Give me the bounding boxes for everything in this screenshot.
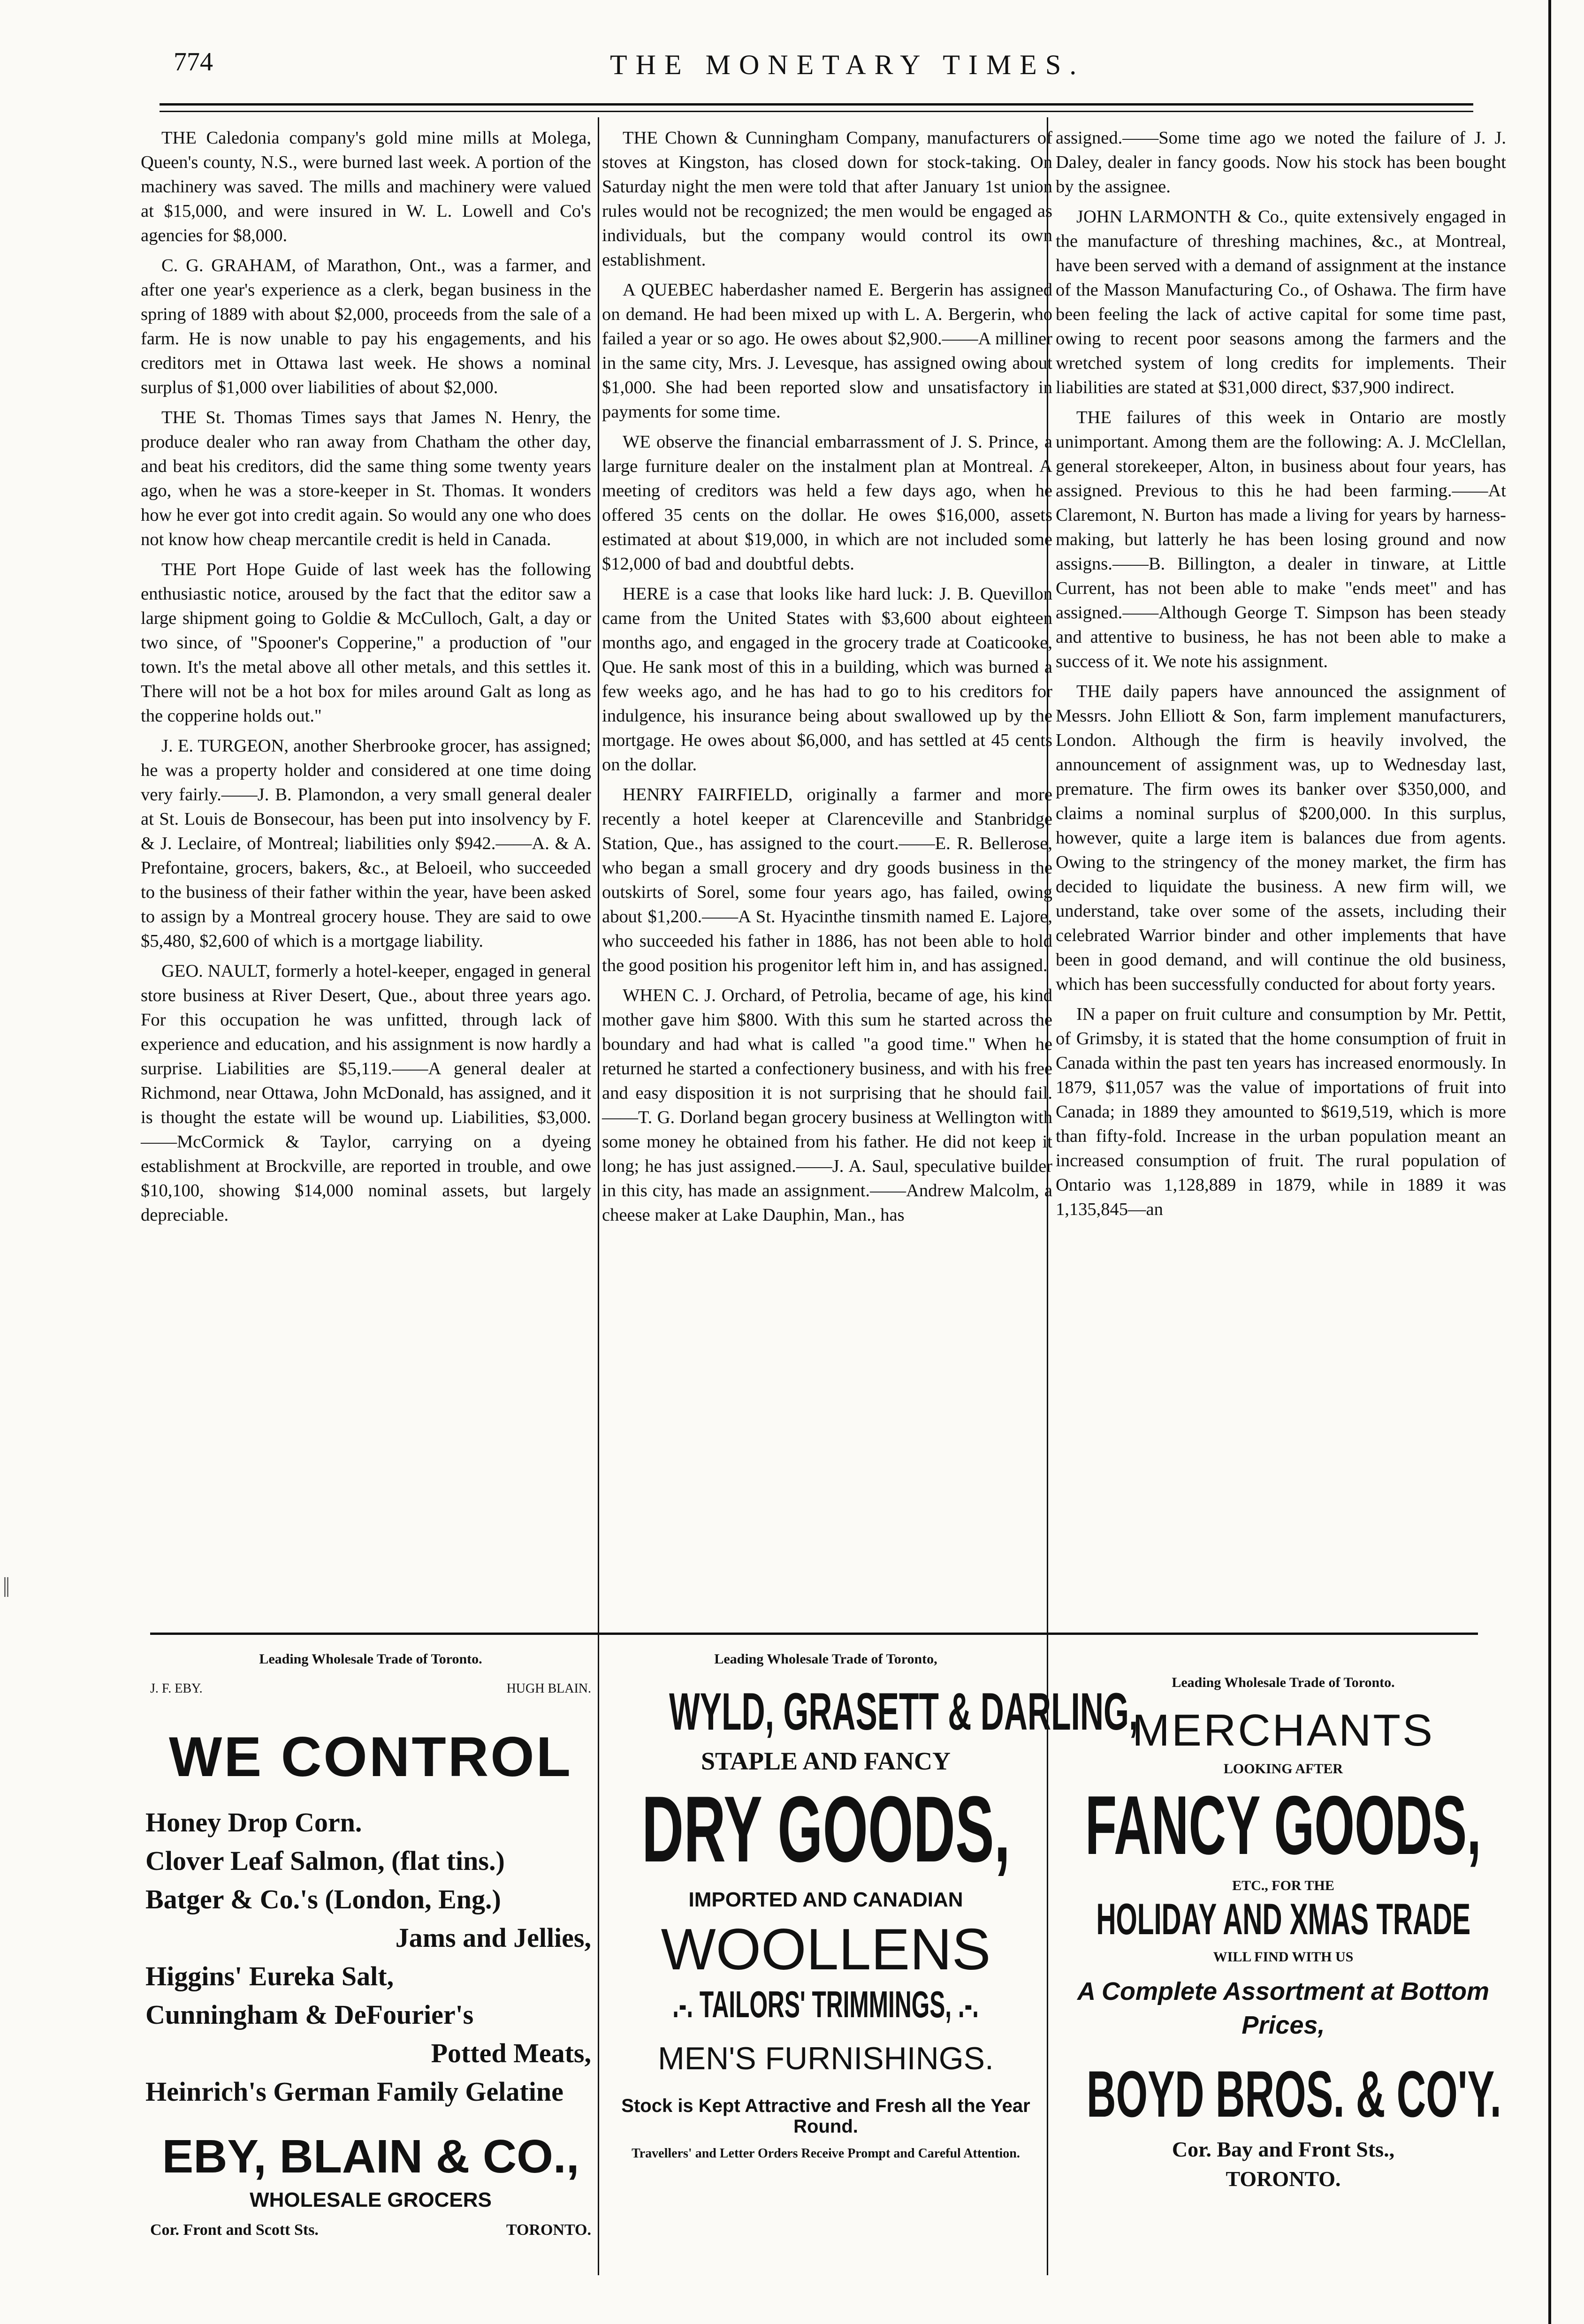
article-failures: THE failures of this week in Ontario are mostly unimportant. Among them are the following: A. J. McClellan, general storekeeper, Alton, in business about four years, has assigned. Previous to this he had been farming.——At Claremont, N. Burton has made a living for years by harness-making, but latterly he has been losing ground and now assigns.——B. Billington, a dealer in tinware, at Little Current, has not been able to make "ends meet" and has assigned.——Although George T. Simpson has been steady and attentive to business, he has not been able to make a success of it. We note his assignment. [1056,408,1506,671]
ad-item: Higgins' Eureka Salt, [145,1961,394,1991]
ad-address: Cor. Bay and Front Sts., [1172,2137,1395,2161]
ad-item-list [141,1803,601,2111]
ad-separator-rule [150,1633,1478,1635]
ad-item: Potted Meats, [431,2038,591,2068]
masthead: THE MONETARY TIMES. [610,49,1085,80]
article-prince: WE observe the financial embarrassment of J. S. Prince, a large furniture dealer on the instalment plan at Montreal. A meeting of creditors was held a few days ago, when he offered 35 cents on the dollar. He owes $16,000, assets estimated at about $19,000, in which are not included some $12,000 of bad and doubtful debts. [602,432,1052,574]
ad-partners [141,1681,601,1696]
partner-left: J. F. EBY. [150,1681,203,1696]
article-st-thomas: THE St. Thomas Times says that James N. Henry, the produce dealer who ran away from Chatham the other day, and beat his creditors, did the same thing some twenty years ago, when he was a store-keeper in St. Thomas. It wonders how he ever got into credit again. So would any one who does not know how cheap mercantile credit is held in Canada. [141,408,591,549]
partner-right: HUGH BLAIN. [506,1681,591,1696]
ad-headline: WE CONTROL [169,1725,572,1788]
article-port-hope: THE Port Hope Guide of last week has the following enthusiastic notice, aroused by the fact that the editor saw a large shipment going to Goldie & McCulloch, Galt, a day or two since, of "Spooner's Copperine," a production of "our town. It's the metal above all other metals, and this settles it. There will not be a hot box for miles around Galt as long as the copperine holds out." [141,560,591,726]
ad-line-large: WOOLLENS [661,1917,991,1982]
right-margin-rule [1548,0,1551,2324]
ad-wyld-grasett [596,1651,1138,2161]
ad-line: ETC., FOR THE [1232,1878,1334,1893]
ad-address-right: TORONTO. [506,2221,591,2239]
page-number: 774 [174,47,213,76]
ad-item: Heinrich's German Family Gelatine [145,2076,564,2107]
article-elliott: THE daily papers have announced the assignment of Messrs. John Elliott & Son, farm implement manufacturers, London. Although the firm is heavily involved, the announcement of assignment was, up to Wednesday last, premature. The firm owes its banker over $350,000, and claims a nominal surplus of $200,000. In this surplus, however, quite a large item is balances due from agents. Owing to the stringency of the money market, the firm has decided to liquidate the business. A new firm will, we understand, take over some of the assets, including their celebrated Warrior binder and other implements that have been in good demand, and will continue the old business, which has been successfully conducted for about forty years. [1056,682,1506,994]
article-fairfield: HENRY FAIRFIELD, originally a farmer and more recently a hotel keeper at Clarenceville and Stanbridge Station, Que., has assigned to the court.——E. R. Bellerose, who began a small grocery and dry goods business in the outskirts of Sorel, some four years ago, has failed, owing about $1,200.——A St. Hyacinthe tinsmith named E. Lajore, who succeeded his father in 1886, has not been able to hold the good position his progenitor left him in, and has assigned. [602,785,1052,975]
ad-firm-name: BOYD BROS. & CO'Y. [1086,2057,1501,2131]
ad-line: Stock is Kept Attractive and Fresh all the Year Round. [621,2096,1030,2137]
article-quevillon: HERE is a case that looks like hard luck: J. B. Quevillon came from the United States with $3,600 about eighteen months ago, and engaged in the grocery trade at Coaticooke, Que. He sank most of this in a building, which was burned a few weeks ago, and he has had to go to his creditors for indulgence, his insurance being about swallowed up by the mortgage. He owes about $6,000, and has settled at 45 cents on the dollar. [602,584,1052,775]
ad-line-large: MERCHANTS [1132,1705,1434,1755]
ad-line-large: FANCY GOODS, [1085,1778,1482,1872]
ad-tagline: WHOLESALE GROCERS [250,2188,492,2211]
masthead-rule-bottom [160,111,1473,112]
ad-item: Clover Leaf Salmon, (flat tins.) [145,1846,505,1876]
ad-eby-blain [141,1651,601,2239]
ad-line: .-. TAILORS' TRIMMINGS, .-. [672,1983,979,2025]
ad-address-left: Cor. Front and Scott Sts. [150,2221,319,2239]
ad-heading: Leading Wholesale Trade of Toronto, [714,1651,937,1667]
article-orchard: WHEN C. J. Orchard, of Petrolia, became of age, his kind mother gave him $800. With this sum he started across the boundary and had what is called "a good time." When he returned he started a confectionery business, and with his free and easy disposition it is not surprising that he should fail.——T. G. Dorland began grocery business at Wellington with some money he obtained from his father. He did not keep it long; he has just assigned.——J. A. Saul, speculative builder in this city, has made an assignment.——Andrew Malcolm, a cheese maker at Lake Dauphin, Man., has [602,986,1052,1225]
ad-line: IMPORTED AND CANADIAN [688,1888,963,1911]
ad-firm-name: WYLD, GRASETT & DARLING, [669,1682,1138,1741]
article-column-1 [141,126,591,1233]
masthead-rule-top [160,103,1473,106]
ad-boyd-bros [1053,1651,1513,2191]
article-fruit: IN a paper on fruit culture and consumption by Mr. Pettit, of Grimsby, it is stated that the home consumption of fruit in Canada within the past ten years has increased enormously. In 1879, $11,057 was the value of importations of fruit into Canada; in 1889 they amounted to $619,519, which is more than fifty-fold. Increase in the urban population meant an increased consumption of fruit. The rural population of Ontario was 1,128,889 in 1879, while in 1889 it was 1,135,845—an [1056,1004,1506,1219]
article-column-2 [602,126,1052,1233]
side-mark: ‖ [2,1572,10,1603]
article-caledonia: THE Caledonia company's gold mine mills at Molega, Queen's county, N.S., were burned last week. A portion of the machinery was saved. The mills and machinery were valued at $15,000, and were insured in W. L. Lowell and Co's agencies for $8,000. [141,128,591,245]
article-column-3 [1056,126,1506,1227]
ad-line: HOLIDAY AND XMAS TRADE [1096,1894,1470,1944]
ad-line-large: DRY GOODS, [641,1777,1010,1882]
ad-firm-name: EBY, BLAIN & CO., [162,2130,579,2183]
article-continued: assigned.——Some time ago we noted the failure of J. J. Daley, dealer in fancy goods. Now his stock has been bought by the assignee. [1056,128,1506,197]
ad-address [141,2221,601,2239]
ad-heading: Leading Wholesale Trade of Toronto. [1172,1675,1395,1690]
article-turgeon: J. E. TURGEON, another Sherbrooke grocer, has assigned; he was a property holder and considered at one time doing very fairly.——J. B. Plamondon, a very small general dealer at St. Louis de Bonsecour, has been put into insolvency by F. & J. Leclaire, of Montreal; liabilities only $942.——A. & A. Prefontaine, grocers, bakers, &c., at Beloeil, who succeeded to the business of their father within the year, have been asked to assign by a Montreal grocery house. They are said to owe $5,480, $2,600 of which is a mortgage liability. [141,736,591,951]
ad-line: WILL FIND WITH US [1213,1949,1354,1965]
ad-city: TORONTO. [1226,2167,1341,2191]
article-graham: C. G. GRAHAM, of Marathon, Ont., was a farmer, and after one year's experience as a clerk, began business in the spring of 1889 with about $2,000, proceeds from the sale of a farm. He is now unable to pay his engagements, and his creditors met in Ottawa last week. He shows a nominal surplus of $1,000 over liabilities of about $2,000. [141,256,591,397]
ad-line: LOOKING AFTER [1223,1761,1343,1777]
ad-item: Honey Drop Corn. [145,1807,362,1838]
ad-heading: Leading Wholesale Trade of Toronto. [259,1651,482,1667]
article-larmonth: JOHN LARMONTH & Co., quite extensively engaged in the manufacture of threshing machines, &c., at Montreal, have been served with a demand of assignment at the instance of the Masson Manufacturing Co., of Oshawa. The firm have been feeling the lack of active capital for some time past, owing to recent poor seasons among the farmers and the wretched system of long credits for implements. Their liabilities are stated at $31,000 direct, $37,900 indirect. [1056,207,1506,397]
ad-line: STAPLE AND FANCY [701,1747,951,1775]
article-quebec: A QUEBEC haberdasher named E. Bergerin has assigned on demand. He had been mixed up with L. A. Bergerin, who failed a year or so ago. He owes about $2,900.——A milliner in the same city, Mrs. J. Levesque, has assigned owing about $1,000. She had been reported slow and unsatisfactory in payments for some time. [602,280,1052,422]
article-chown: THE Chown & Cunningham Company, manufacturers of stoves at Kingston, has closed down for stock-taking. On Saturday night the men were told that after January 1st union rules would not be recognized; the men would be engaged as individuals, but the company would control its own establishment. [602,128,1052,270]
article-nault: GEO. NAULT, formerly a hotel-keeper, engaged in general store business at River Desert, Que., about three years ago. For this occupation he was unfitted, through lack of experience and education, and his assignment is now hardly a surprise. Liabilities are $5,119.——A general dealer at Richmond, near Ottawa, John McDonald, has assigned, and it is thought the estate will be wound up. Liabilities, $3,000.——McCormick & Taylor, carrying on a dyeing establishment at Brockville, are reported in trouble, and owe $10,100, showing $14,000 nominal assets, but largely depreciable. [141,961,591,1225]
ad-item: Batger & Co.'s (London, Eng.) [145,1884,501,1914]
ad-item: Cunningham & DeFourier's [145,1999,474,2030]
ad-line: Travellers' and Letter Orders Receive Prompt and Careful Attention. [632,2146,1020,2161]
ad-item: Jams and Jellies, [395,1922,591,1953]
ad-line: A Complete Assortment at Bottom Prices, [1077,1977,1490,2039]
ad-line: MEN'S FURNISHINGS. [658,2041,994,2076]
